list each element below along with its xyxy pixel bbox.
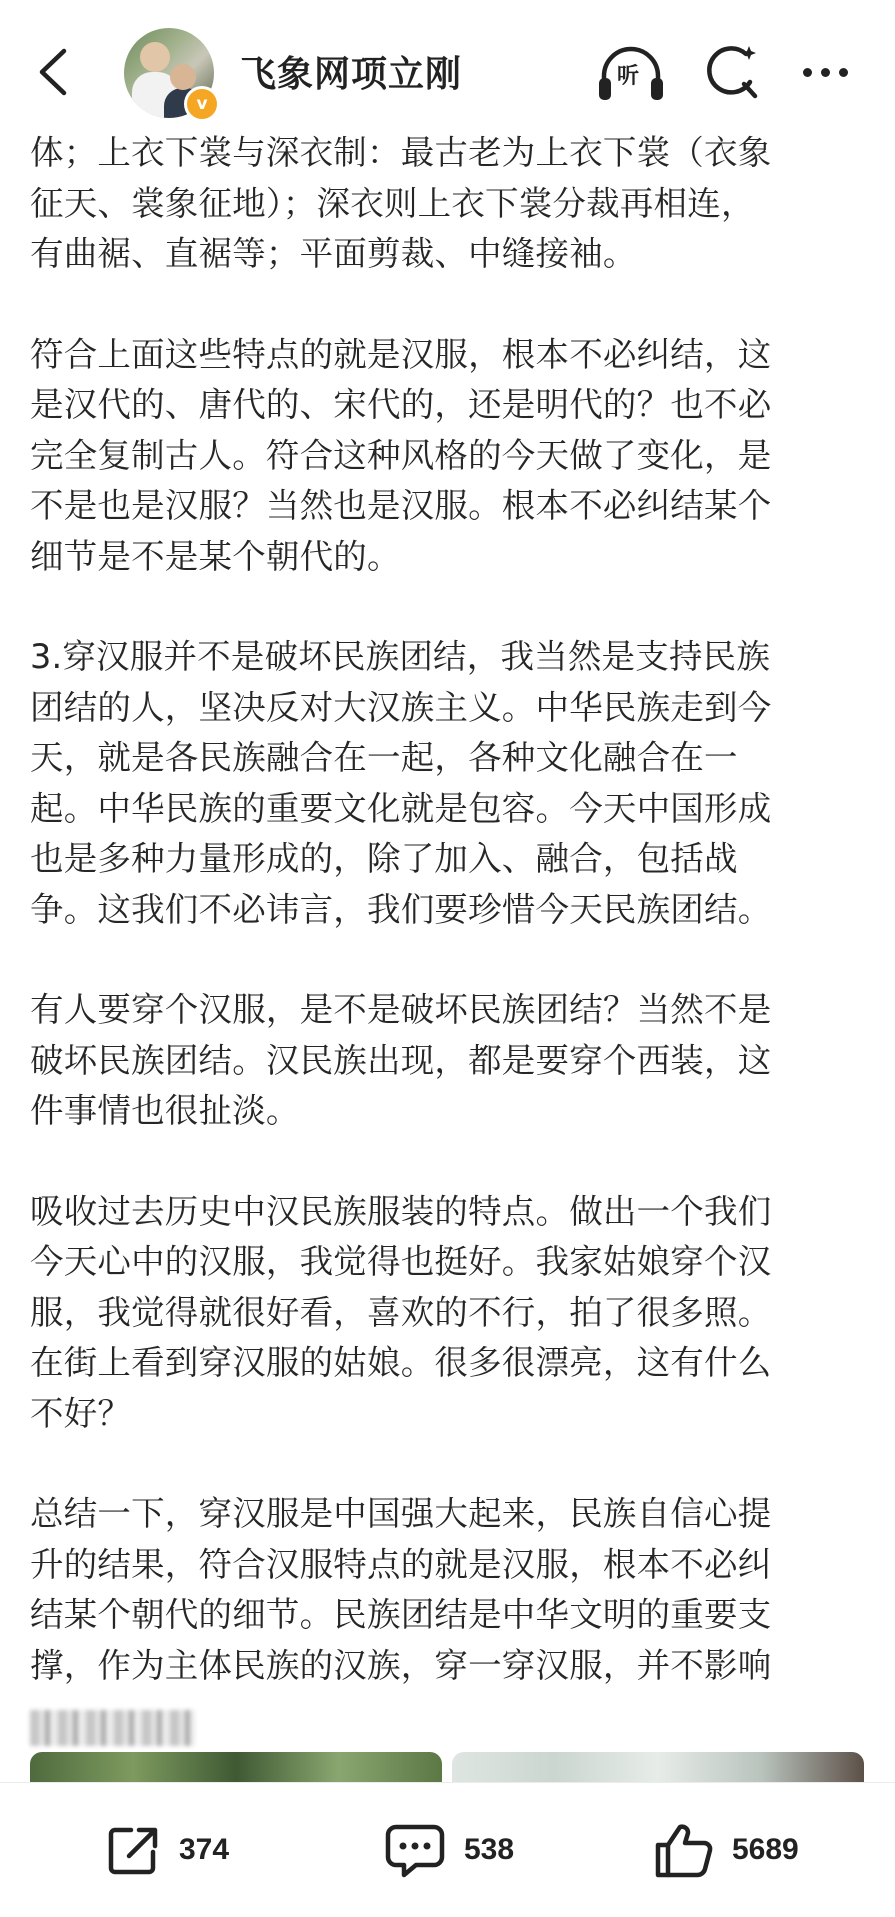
article-paragraph: 符合上面这些特点的就是汉服，根本不必纠结，这 是汉代的、唐代的、宋代的，还是明代的？也不必 完全复制古人。符合这种风格的今天做了变化，是 不是也是汉服？当然也是汉服。根本不必纠结某个 细节是不是某个朝代的。 bbox=[30, 334, 772, 576]
listen-label: 听 bbox=[617, 64, 640, 89]
listen-button[interactable] bbox=[596, 42, 666, 104]
share-button[interactable] bbox=[105, 1815, 229, 1885]
more-dot-icon bbox=[839, 68, 848, 77]
share-count: 374 bbox=[179, 1833, 230, 1866]
post-image-2[interactable] bbox=[452, 1752, 864, 1782]
article-paragraph: 3.穿汉服并不是破坏民族团结，我当然是支持民族 团结的人，坚决反对大汉族主义。中华民族走到今 天，就是各民族融合在一起，各种文化融合在一 起。中华民族的重要文化就是包容。今天中国形成 也是多种力量形成的，除了加入、融合，包括战 争。这我们不必讳言，我们要珍惜今天民族团结。 bbox=[30, 637, 772, 929]
share-icon bbox=[105, 1822, 161, 1878]
comment-count: 538 bbox=[464, 1833, 515, 1866]
article-body bbox=[30, 128, 860, 1691]
refresh-button[interactable] bbox=[702, 42, 762, 102]
verified-badge: v bbox=[184, 86, 220, 122]
thumbs-up-icon bbox=[654, 1821, 714, 1879]
back-arrow-icon bbox=[36, 47, 70, 97]
action-bar bbox=[0, 1782, 895, 1917]
article-paragraph: 总结一下，穿汉服是中国强大起来，民族自信心提 升的结果，符合汉服特点的就是汉服，根本不必纠 结某个朝代的细节。民族团结是中华文明的重要支 撑，作为主体民族的汉族，穿一穿汉服，并不影响 bbox=[30, 1494, 772, 1685]
article-paragraph: 吸收过去历史中汉民族服装的特点。做出一个我们 今天心中的汉服，我觉得也挺好。我家姑娘穿个汉 服，我觉得就很好看，喜欢的不行，拍了很多照。 在街上看到穿汉服的姑娘。很多很漂亮，这有什么 不好？ bbox=[30, 1191, 772, 1433]
author-name[interactable]: 飞象网项立刚 bbox=[240, 54, 463, 95]
blurred-text-line bbox=[30, 1710, 195, 1746]
article-paragraph: 有人要穿个汉服，是不是破坏民族团结？当然不是 破坏民族团结。汉民族出现，都是要穿个西装，这 件事情也很扯淡。 bbox=[30, 990, 772, 1130]
like-button[interactable] bbox=[654, 1815, 799, 1885]
more-dot-icon bbox=[821, 68, 830, 77]
like-count: 5689 bbox=[732, 1833, 799, 1866]
refresh-search-icon bbox=[702, 42, 762, 102]
top-bar bbox=[0, 0, 895, 135]
more-dot-icon bbox=[803, 68, 812, 77]
comment-icon bbox=[384, 1821, 446, 1879]
article-paragraph: 体；上衣下裳与深衣制：最古老为上衣下裳（衣象 征天、裳象征地）；深衣则上衣下裳分裁再相连， 有曲裾、直裾等；平面剪裁、中缝接袖。 bbox=[30, 133, 772, 273]
more-button[interactable] bbox=[795, 52, 855, 92]
post-image-1[interactable] bbox=[30, 1752, 442, 1782]
back-button[interactable] bbox=[28, 42, 78, 102]
comment-button[interactable] bbox=[384, 1815, 514, 1885]
